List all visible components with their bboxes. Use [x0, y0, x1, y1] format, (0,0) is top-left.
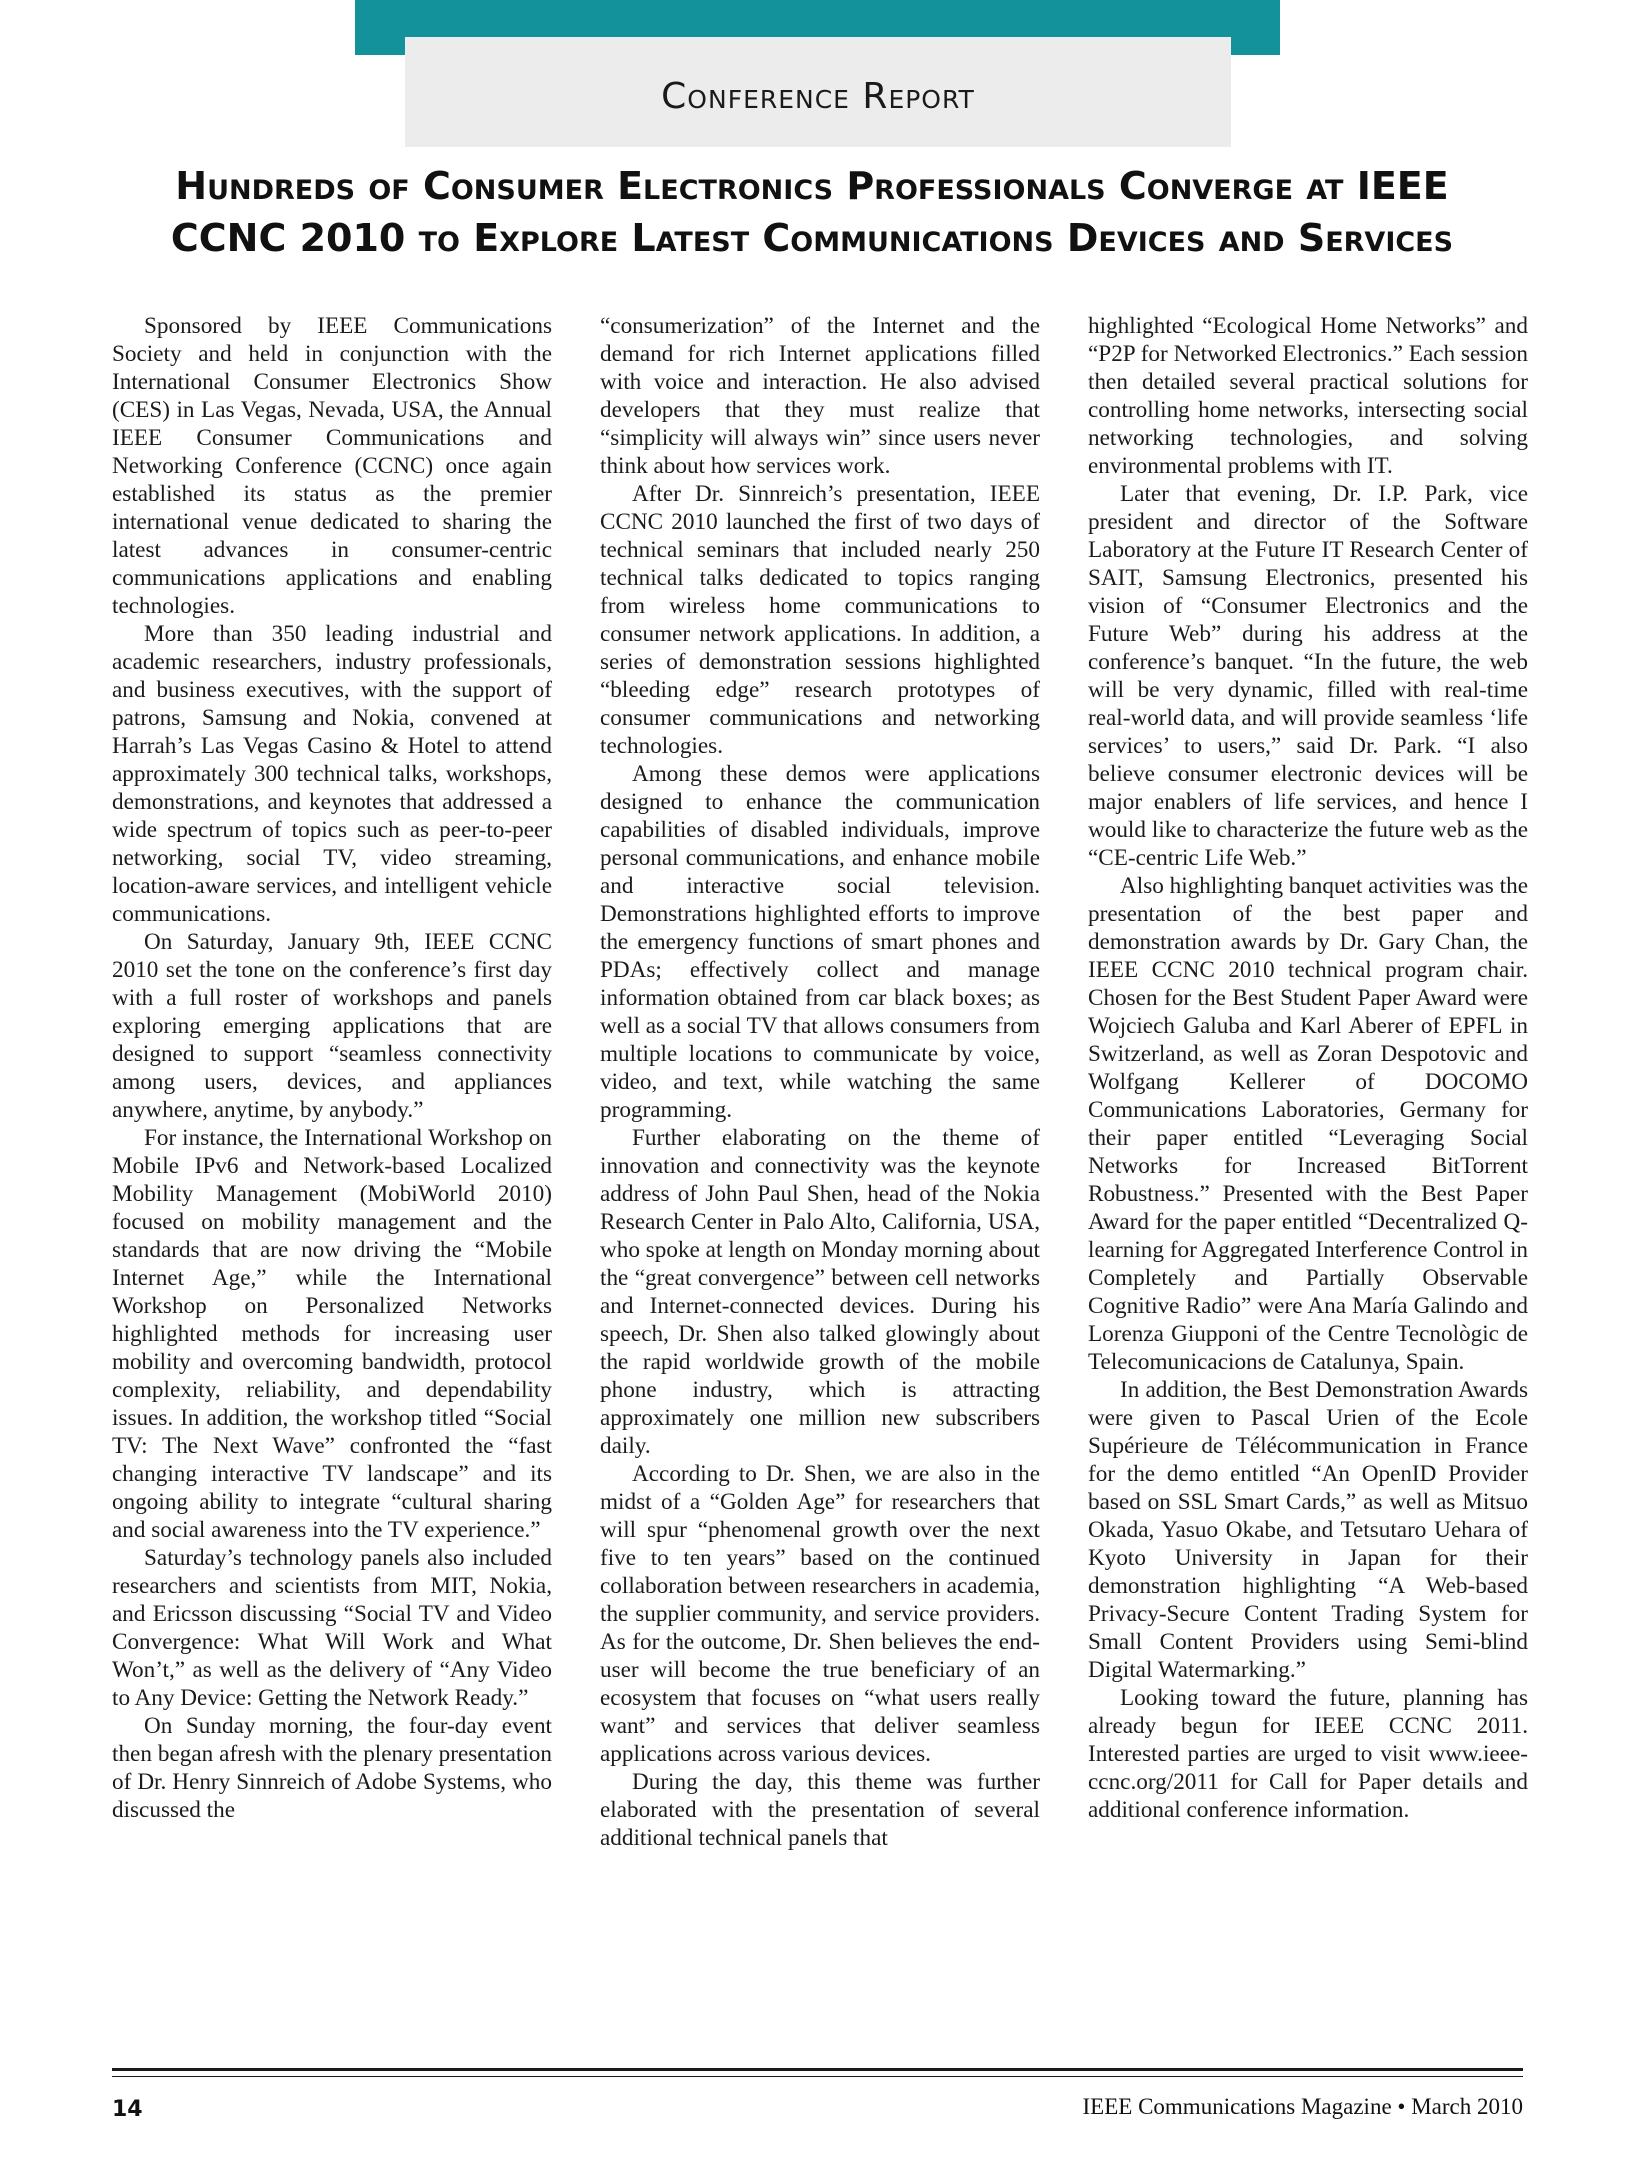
headline-line-1: Hundreds of Consumer Electronics Professionals Converge at IEEE	[175, 164, 1449, 208]
paragraph: Sponsored by IEEE Communications Society and held in conjunction with the International Consumer Electronics Show (CES) in Las Vegas, Nevada, USA, the Annual IEEE Consumer Communications and Networking Conference (CCNC) once again established its status as the premier international venue dedicated to sharing the latest advances in consumer-centric communications applications and enabling technologies.	[112, 313, 552, 619]
paragraph: “consumerization” of the Internet and the demand for rich Internet applications filled with voice and interaction. He also advised developers that they must realize that “simplicity will always win” since users never think about how services work.	[600, 313, 1040, 479]
paragraph: According to Dr. Shen, we are also in the midst of a “Golden Age” for researchers that will spur “phenomenal growth over the next five to ten years” based on the continued collaboration between researchers in academia, the supplier community, and service providers. As for the outcome, Dr. Shen believes the end-user will become the true beneficiary of an ecosystem that focuses on “what users really want” and services that deliver seamless applications across various devices.	[600, 1461, 1040, 1767]
paragraph: Further elaborating on the theme of innovation and connectivity was the keynote address of John Paul Shen, head of the Nokia Research Center in Palo Alto, California, USA, who spoke at length on Monday morning about the “great convergence” between cell networks and Internet-connected devices. During his speech, Dr. Shen also talked glowingly about the rapid worldwide growth of the mobile phone industry, which is attracting approximately one million new subscribers daily.	[600, 1125, 1040, 1459]
paragraph: Among these demos were applications designed to enhance the communication capabilities of disabled individuals, improve personal communications, and enhance mobile and interactive social television. Demonstrations highlighted efforts to improve the emergency functions of smart phones and PDAs; effectively collect and manage information obtained from car black boxes; as well as a social TV that allows consumers from multiple locations to communicate by voice, video, and text, while watching the same programming.	[600, 761, 1040, 1123]
footer-rule	[112, 2068, 1523, 2071]
page-number: 14	[112, 2097, 143, 2122]
paragraph: Saturday’s technology panels also included researchers and scientists from MIT, Nokia, and Ericsson discussing “Social TV and Video Convergence: What Will Work and What Won’t,” as well as the delivery of “Any Video to Any Device: Getting the Network Ready.”	[112, 1545, 552, 1711]
paragraph: highlighted “Ecological Home Networks” and “P2P for Networked Electronics.” Each session then detailed several practical solutions for controlling home networks, intersecting social networking technologies, and solving environmental problems with IT.	[1088, 313, 1528, 479]
paragraph: For instance, the International Workshop on Mobile IPv6 and Network-based Localized Mobility Management (MobiWorld 2010) focused on mobility management and the standards that are now driving the “Mobile Internet Age,” while the International Workshop on Personalized Networks highlighted methods for increasing user mobility and overcoming bandwidth, protocol complexity, reliability, and dependability issues. In addition, the workshop titled “Social TV: The Next Wave” confronted the “fast changing interactive TV landscape” and its ongoing ability to integrate “cultural sharing and social awareness into the TV experience.”	[112, 1125, 552, 1543]
paragraph: During the day, this theme was further elaborated with the presentation of several additional technical panels that	[600, 1769, 1040, 1851]
paragraph: After Dr. Sinnreich’s presentation, IEEE CCNC 2010 launched the first of two days of technical seminars that included nearly 250 technical talks dedicated to topics ranging from wireless home communications to consumer network applications. In addition, a series of demonstration sessions highlighted “bleeding edge” research prototypes of consumer communications and networking technologies.	[600, 481, 1040, 759]
paragraph: Looking toward the future, planning has already begun for IEEE CCNC 2011. Interested parties are urged to visit www.ieee-ccnc.org/2011 for Call for Paper details and additional conference information.	[1088, 1685, 1528, 1823]
publication-info: IEEE Communications Magazine • March 2010	[1082, 2094, 1523, 2119]
text-column-3	[1088, 312, 1528, 2052]
article-headline	[112, 160, 1512, 264]
paragraph: Later that evening, Dr. I.P. Park, vice president and director of the Software Laboratory at the Future IT Research Center of SAIT, Samsung Electronics, presented his vision of “Consumer Electronics and the Future Web” during his address at the conference’s banquet. “In the future, the web will be very dynamic, filled with real-time real-world data, and will provide seamless ‘life services’ to users,” said Dr. Park. “I also believe consumer electronic devices will be major enablers of life services, and hence I would like to characterize the future web as the “CE-centric Life Web.”	[1088, 481, 1528, 871]
headline-line-2: CCNC 2010 to Explore Latest Communications Devices and Services	[170, 216, 1454, 260]
section-label: Conference Report	[661, 75, 975, 117]
paragraph: More than 350 leading industrial and academic researchers, industry professionals, and business executives, with the support of patrons, Samsung and Nokia, convened at Harrah’s Las Vegas Casino & Hotel to attend approximately 300 technical talks, workshops, demonstrations, and keynotes that addressed a wide spectrum of topics such as peer-to-peer networking, social TV, video streaming, location-aware services, and intelligent vehicle communications.	[112, 621, 552, 927]
paragraph: On Sunday morning, the four-day event then began afresh with the plenary presentation of Dr. Henry Sinnreich of Adobe Systems, who discussed the	[112, 1713, 552, 1823]
paragraph: Also highlighting banquet activities was the presentation of the best paper and demonstration awards by Dr. Gary Chan, the IEEE CCNC 2010 technical program chair. Chosen for the Best Student Paper Award were Wojciech Galuba and Karl Aberer of EPFL in Switzerland, as well as Zoran Despotovic and Wolfgang Kellerer of DOCOMO Communications Laboratories, Germany for their paper entitled “Leveraging Social Networks for Increased BitTorrent Robustness.” Presented with the Best Paper Award for the paper entitled “Decentralized Q-learning for Aggregated Interference Control in Completely and Partially Observable Cognitive Radio” were Ana María Galindo and Lorenza Giupponi of the Centre Tecnològic de Telecomunicacions de Catalunya, Spain.	[1088, 873, 1528, 1375]
paragraph: On Saturday, January 9th, IEEE CCNC 2010 set the tone on the conference’s first day with a full roster of workshops and panels exploring emerging applications that are designed to support “seamless connectivity among users, devices, and appliances anywhere, anytime, by anybody.”	[112, 929, 552, 1123]
footer-rule-thin	[112, 2076, 1523, 2077]
text-column-2	[600, 312, 1040, 2052]
paragraph: In addition, the Best Demonstration Awards were given to Pascal Urien of the Ecole Supérieure de Télécommunication in France for the demo entitled “An OpenID Provider based on SSL Smart Cards,” as well as Mitsuo Okada, Yasuo Okabe, and Tetsutaro Uehara of Kyoto University in Japan for their demonstration highlighting “A Web-based Privacy-Secure Content Trading System for Small Content Providers using Semi-blind Digital Watermarking.”	[1088, 1377, 1528, 1683]
text-column-1	[112, 312, 552, 2052]
